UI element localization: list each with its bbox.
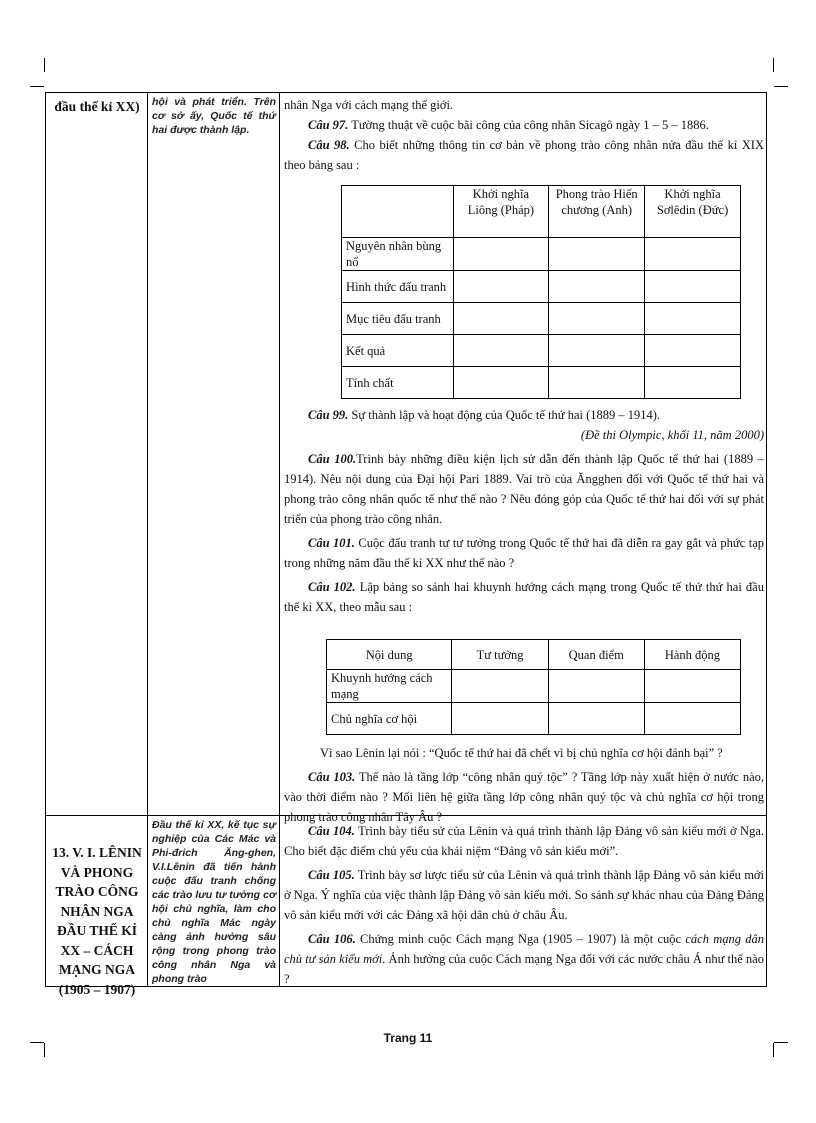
crop-mark <box>773 1043 774 1057</box>
crop-mark <box>44 58 45 72</box>
question-104 <box>284 821 764 861</box>
table-header-cell: Tư tưởng <box>452 640 548 670</box>
question-text: . Ảnh hưởng của cuộc Cách mạng Nga đối với các nước châu Á như thế nào ? <box>284 952 764 986</box>
page-number: Trang 11 <box>383 1031 433 1045</box>
question-label: Câu 105. <box>308 868 355 882</box>
question-label: Câu 97. <box>308 118 349 132</box>
table-row-label: Khuynh hướng cách mạng <box>327 670 452 703</box>
question-97 <box>284 115 764 135</box>
question-102-follow: Vì sao Lênin lại nói : “Quốc tế thứ hai đã chết vì bị chủ nghĩa cơ hội đánh bại” ? <box>320 746 723 760</box>
crop-mark <box>30 72 44 87</box>
table-question-102 <box>326 639 741 735</box>
question-102 <box>284 577 764 617</box>
table-row-label: Hình thức đấu tranh <box>342 271 454 303</box>
question-label: Câu 101. <box>308 536 355 550</box>
crop-mark <box>44 1043 45 1057</box>
lesson-title-1: đầu thế kỉ XX) <box>54 99 140 114</box>
questions-block-2 <box>284 405 764 617</box>
table-header-cell: Quan điểm <box>548 640 644 670</box>
question-text-italic: cách mạng dân chủ tư sản kiểu mới <box>284 932 765 966</box>
table-row-label: Chủ nghĩa cơ hội <box>327 703 452 735</box>
question-99-source: (Đề thi Olympic, khối 11, năm 2000) <box>580 428 764 442</box>
question-label: Câu 100. <box>308 452 357 466</box>
question-98 <box>284 135 764 175</box>
table-header-cell: Khởi nghĩa Sơlêdin (Đức) <box>645 186 741 238</box>
question-label: Câu 98. <box>308 138 350 152</box>
question-label: Câu 104. <box>308 824 355 838</box>
question-text: Cuộc đấu tranh tư tư tưởng trong Quốc tế thứ hai đã diễn ra gay gắt và phức tạp trong những năm đầu thế kỉ XX như thế nào ? <box>284 536 764 570</box>
question-text: Cho biết những thông tin cơ bản về phong trào công nhân nửa đầu thế kỉ XIX theo bảng sau : <box>284 138 764 172</box>
table-row-label: Nguyên nhân bùng nổ <box>342 238 454 271</box>
question-text: Tường thuật về cuộc bãi công của công nhân Sicagô ngày 1 – 5 – 1886. <box>348 118 709 132</box>
question-label: Câu 99. <box>308 408 349 422</box>
question-label: Câu 102. <box>308 580 356 594</box>
table-header-cell: Khởi nghĩa Liông (Pháp) <box>453 186 549 238</box>
question-text: Sự thành lập và hoạt động của Quốc tế thứ hai (1889 – 1914). <box>348 408 661 422</box>
question-100 <box>284 449 764 529</box>
question-label: Câu 106. <box>308 932 356 946</box>
lesson-note-2: Đầu thế kỉ XX, kế tục sự nghiệp của Các Mác và Phi-đrich Ăng-ghen, V.I.Lênin đã tiến hành cuộc đấu tranh chống các trào lưu tư tưởng cơ hội chủ nghĩa, làm cho chủ nghĩa Mác ngày càng ảnh hưởng sâu rộng trong phong trào công nhân Nga và phong trào <box>152 819 276 985</box>
table-header-cell: Phong trào Hiến chương (Anh) <box>549 186 645 238</box>
table-header-cell: Nội dung <box>327 640 452 670</box>
continuation-line: nhân Nga với cách mạng thế giới. <box>284 98 454 112</box>
question-text: Chứng minh cuộc Cách mạng Nga (1905 – 1907) là một cuộc <box>355 932 686 946</box>
questions-block-4 <box>284 821 764 989</box>
question-label: Câu 103. <box>308 770 356 784</box>
table-header-cell <box>342 186 454 238</box>
question-text: Thế nào là tầng lớp “công nhân quý tộc” ? Tầng lớp này xuất hiện ở nước nào, vào thời điểm nào ? Mối liên hệ giữa tầng lớp công nhân quý tộc và chủ nghĩa cơ hội trong phong trào công nhân Tây Âu ? <box>284 770 764 824</box>
table-row-label: Mục tiêu đấu tranh <box>342 303 454 335</box>
curriculum-table <box>45 92 767 997</box>
question-101 <box>284 533 764 573</box>
question-text: Trình bày tiểu sử của Lênin và quá trình thành lập Đảng vô sản kiểu mới ở Nga. Cho biết đặc điểm chủ yếu của khái niệm “Đảng vô sản kiểu mới”. <box>284 824 764 858</box>
questions-block-1 <box>284 95 764 175</box>
question-105 <box>284 865 764 925</box>
table-question-98 <box>341 185 741 399</box>
table-row-label: Kết quả <box>342 335 454 367</box>
crop-mark <box>774 72 788 87</box>
question-text: Trình bày sơ lược tiểu sử của Lênin và quá trình thành lập Đảng vô sản kiểu mới ở Nga. Ý nghĩa của việc thành lập Đảng vô sản kiểu mới. So sánh sự khác nhau của Đảng Đảng vô sản kiểu mới với các Đảng xã hội dân chủ ở châu Âu. <box>284 868 764 922</box>
lesson-title-2: 13. V. I. LÊNIN VÀ PHONG TRÀO CÔNG NHÂN NGA ĐẦU THẾ KỈ XX – CÁCH MẠNG NGA (1905 – 1907) <box>52 845 142 997</box>
question-text: Lập bảng so sánh hai khuynh hướng cách mạng trong Quốc tế thứ thứ hai đầu thế kỉ XX, theo mẫu sau : <box>284 580 764 614</box>
crop-mark <box>773 58 774 72</box>
question-text: Trình bày những điều kiện lịch sử dẫn đến thành lập Quốc tế thứ hai (1889 – 1914). Nêu nội dung của Đại hội Pari 1889. Vai trò của Ăngghen đối với Quốc tế thứ hai và phong trào công nhân quốc tế như thế nào ? Nêu đóng góp của Quốc tế thứ hai đối với sự phát triển của phong trào công nhân. <box>284 452 765 526</box>
table-header-cell: Hành động <box>644 640 740 670</box>
question-99 <box>284 405 764 425</box>
question-106 <box>284 929 764 989</box>
table-row-label: Tính chất <box>342 367 454 399</box>
questions-block-3 <box>284 743 764 827</box>
question-103 <box>284 767 764 827</box>
lesson-note-1: hội và phát triển. Trên cơ sở ấy, Quốc tế thứ hai được thành lập. <box>152 96 276 136</box>
